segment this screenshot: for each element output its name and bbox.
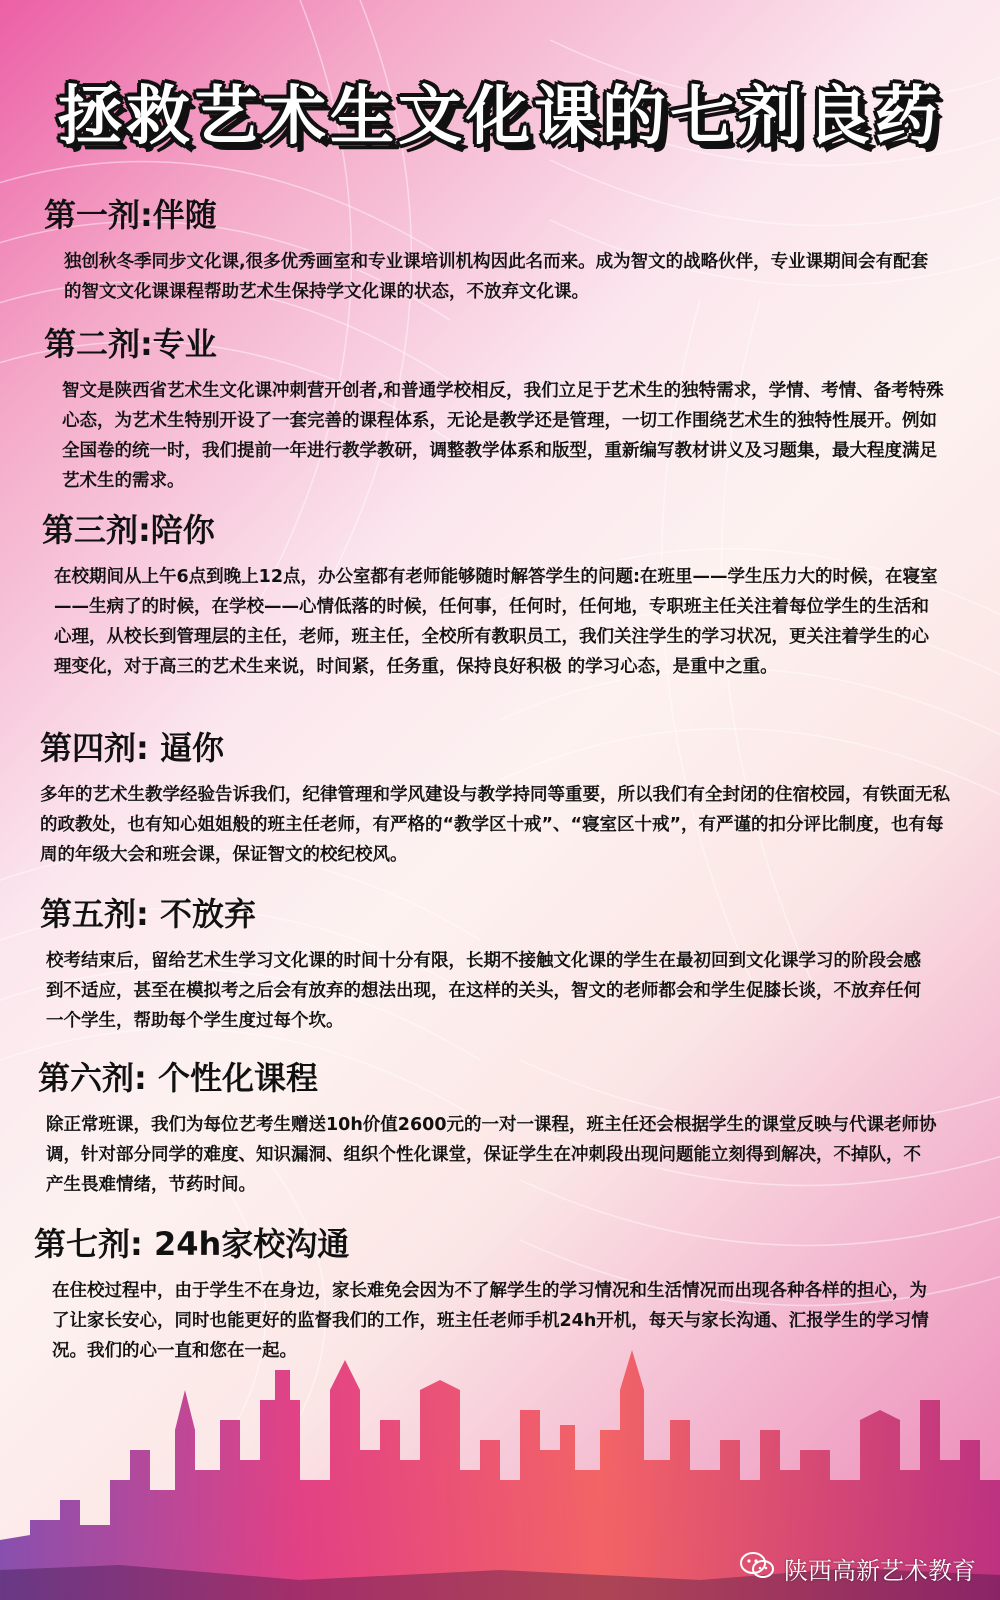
section-heading: 第六剂: 个性化课程 <box>38 1059 318 1097</box>
section-body: 多年的艺术生教学经验告诉我们，纪律管理和学风建设与教学持同等重要，所以我们有全封闭的住宿校园，有铁面无私的政教处，也有知心姐姐般的班主任老师，有严格的“教学区十戒”、“寝室区十戒”，有严谨的扣分评比制度，也有每周的年级大会和班会课，保证智文的校纪校风。 <box>40 785 950 865</box>
section-heading: 第七剂: 24h家校沟通 <box>34 1225 350 1263</box>
section-heading: 第四剂: 逼你 <box>40 729 224 767</box>
section-heading: 第二剂:专业 <box>44 325 217 363</box>
section-body: 智文是陕西省艺术生文化课冲刺营开创者,和普通学校相反，我们立足于艺术生的独特需求，学情、考情、备考特殊心态，为艺术生特别开设了一套完善的课程体系，无论是教学还是管理，一切工作围绕艺术生的独特性展开。例如全国卷的统一时，我们提前一年进行教学教研，调整教学体系和版型，重新编写教材讲义及习题集，最大程度满足艺术生的需求。 <box>62 381 944 491</box>
section-heading: 第一剂:伴随 <box>44 196 217 234</box>
section-heading: 第五剂: 不放弃 <box>40 895 256 933</box>
poster-title: 拯救艺术生文化课的七剂良药 <box>58 80 942 154</box>
section-4 <box>0 726 1000 870</box>
section-6 <box>0 1056 1000 1200</box>
section-body: 除正常班课，我们为每位艺考生赠送10h价值2600元的一对一课程，班主任还会根据学生的课堂反映与代课老师协调，针对部分同学的难度、知识漏洞、组织个性化课堂，保证学生在冲刺段出现问题能立刻得到解决，不掉队，不产生畏难情绪，节药时间。 <box>46 1115 937 1195</box>
section-body: 在住校过程中，由于学生不在身边，家长难免会因为不了解学生的学习情况和生活情况而出现各种各样的担心，为了让家长安心，同时也能更好的监督我们的工作，班主任老师手机24h开机，每天与家长沟通、汇报学生的学习情况。我们的心一直和您在一起。 <box>52 1281 929 1361</box>
section-body: 独创秋冬季同步文化课,很多优秀画室和专业课培训机构因此名而来。成为智文的战略伙伴，专业课期间会有配套的智文文化课课程帮助艺术生保持学文化课的状态，不放弃文化课。 <box>64 252 929 302</box>
section-2 <box>0 322 1000 496</box>
section-3 <box>0 508 1000 682</box>
account-name: 陕西高新艺术教育 <box>784 1556 976 1585</box>
wechat-icon <box>740 1552 774 1584</box>
section-body: 在校期间从上午6点到晚上12点，办公室都有老师能够随时解答学生的问题:在班里——学生压力大的时候，在寝室——生病了的时候，在学校——心情低落的时候，任何事，任何时，任何地，专职班主任关注着每位学生的生活和心理，从校长到管理层的主任，老师，班主任，全校所有教职员工，我们关注学生的学习状况，更关注着学生的心理变化，对于高三的艺术生来说，时间紧，任务重，保持良好积极 的学习心态，是重中之重。 <box>54 567 938 677</box>
section-heading: 第三剂:陪你 <box>42 511 215 549</box>
section-5 <box>0 892 1000 1036</box>
section-body: 校考结束后，留给艺术生学习文化课的时间十分有限，长期不接触文化课的学生在最初回到文化课学习的阶段会感到不适应，甚至在模拟考之后会有放弃的想法出现，在这样的关头，智文的老师都会和学生促膝长谈，不放弃任何一个学生，帮助每个学生度过每个坎。 <box>46 951 921 1031</box>
footer-brand <box>740 1548 976 1588</box>
section-1 <box>0 193 1000 307</box>
